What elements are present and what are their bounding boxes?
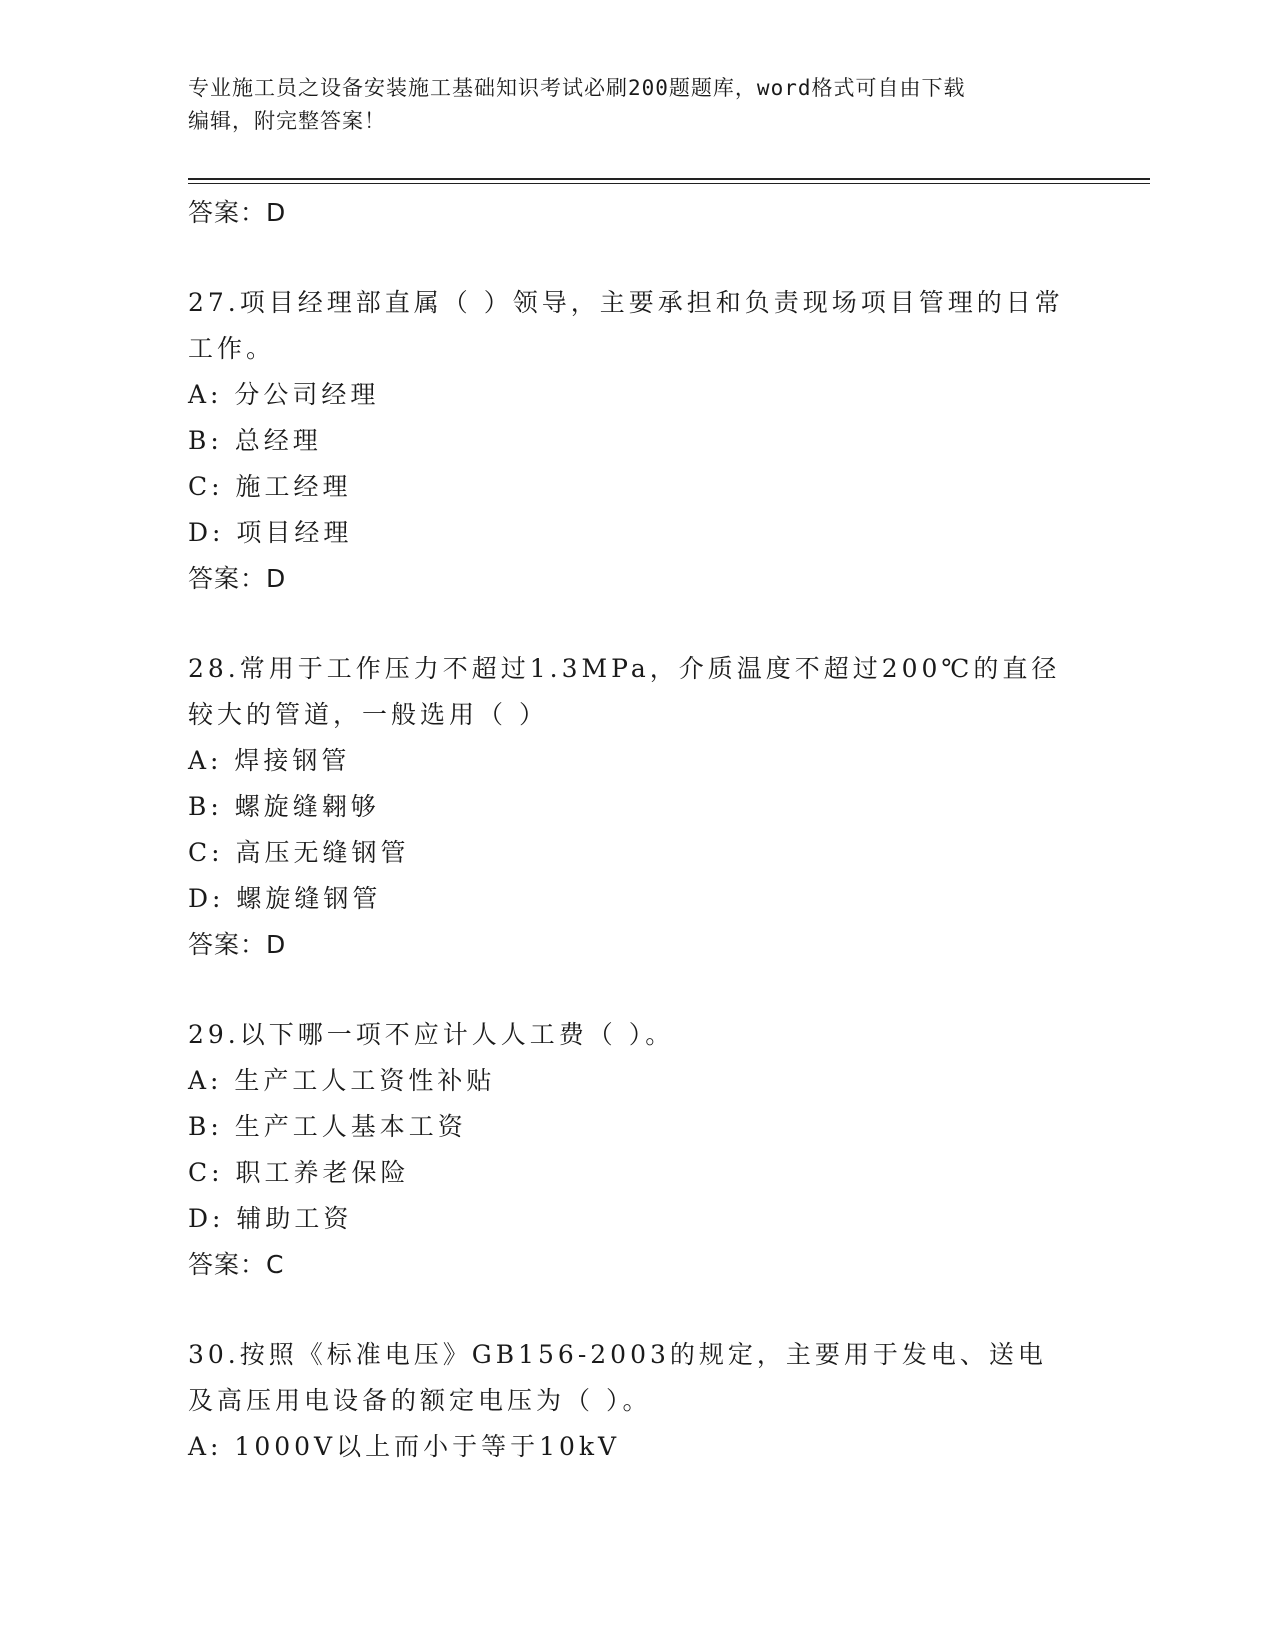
option-d: D: 项目经理: [188, 518, 353, 547]
answer-26: 答案：D: [188, 198, 287, 227]
option-d: D: 辅助工资: [188, 1204, 353, 1233]
question-text: 28.常用于工作压力不超过1.3MPa，介质温度不超过200℃的直径较大的管道，一般选用（ ）: [188, 654, 1061, 729]
option-d: D: 螺旋缝钢管: [188, 884, 382, 913]
option-a: A: 分公司经理: [188, 380, 380, 409]
option-a: A: 1000V以上而小于等于10kV: [188, 1432, 621, 1461]
option-c: C: 施工经理: [188, 472, 352, 501]
option-c: C: 职工养老保险: [188, 1158, 410, 1187]
question-29: [188, 1012, 1088, 1287]
header-divider-thin: [188, 183, 1150, 184]
option-b: B: 螺旋缝翱够: [188, 792, 380, 821]
question-list: [188, 190, 1088, 1470]
answer: 答案：D: [188, 564, 287, 593]
option-a: A: 生产工人工资性补贴: [188, 1066, 496, 1095]
answer: 答案：C: [188, 1250, 285, 1279]
document-header: [188, 72, 1068, 138]
question-text: 27.项目经理部直属（ ）领导，主要承担和负责现场项目管理的日常工作。: [188, 288, 1064, 363]
question-27: [188, 280, 1088, 601]
answer: 答案：D: [188, 930, 287, 959]
header-divider-thick: [188, 178, 1150, 180]
option-b: B: 生产工人基本工资: [188, 1112, 467, 1141]
question-28: [188, 646, 1088, 967]
question-30: [188, 1332, 1088, 1470]
header-line-2: 编辑，附完整答案！: [188, 109, 386, 133]
question-text: 30.按照《标准电压》GB156-2003的规定，主要用于发电、送电及高压用电设备的额定电压为（ ）。: [188, 1340, 1047, 1415]
option-c: C: 高压无缝钢管: [188, 838, 410, 867]
question-text: 29.以下哪一项不应计人人工费（ ）。: [188, 1020, 675, 1049]
option-b: B: 总经理: [188, 426, 322, 455]
option-a: A: 焊接钢管: [188, 746, 351, 775]
header-line-1: 专业施工员之设备安装施工基础知识考试必刷200题题库，word格式可自由下载: [188, 76, 966, 100]
